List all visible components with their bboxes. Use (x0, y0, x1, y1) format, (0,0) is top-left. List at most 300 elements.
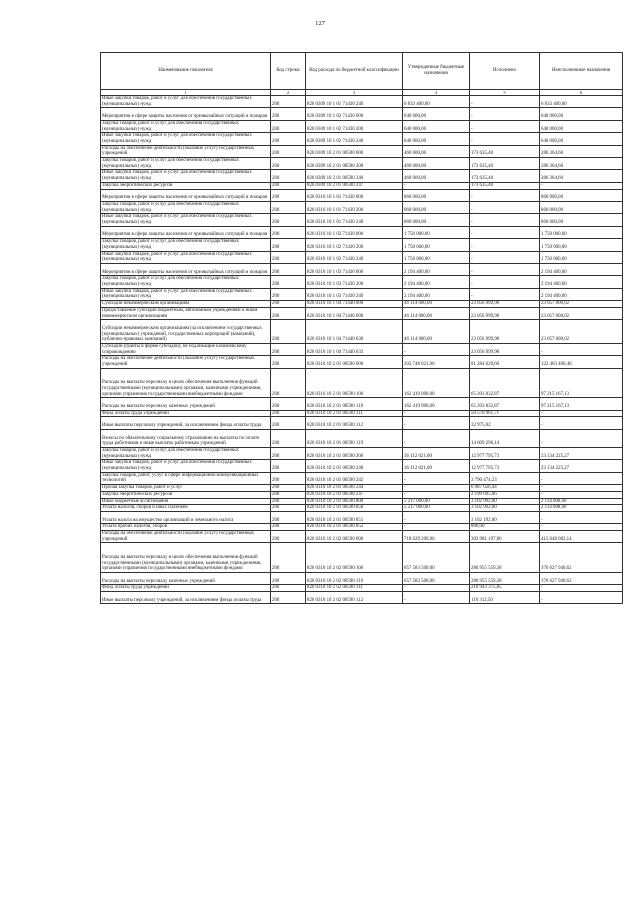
row-line-code: 200 (271, 201, 306, 213)
row-classification-code: 826 0309 10 1 02 71430 240 (306, 133, 403, 145)
row-name: Расходы на обеспечение деятельности (оказание услуг) государственных учреждений (101, 531, 271, 543)
row-approved: 46 114 000,00 (403, 320, 470, 344)
row-executed: 65 203 832,87 (470, 368, 540, 398)
row-line-code: 200 (271, 307, 306, 319)
row-executed: 116 312,50 (470, 592, 540, 604)
row-unexecuted: 2 114 008,00 (540, 498, 623, 505)
table-row (101, 170, 623, 182)
row-line-code: 200 (271, 189, 306, 201)
table-row (101, 410, 623, 417)
row-executed: 3 102 992,00 (470, 505, 540, 512)
table-row (101, 429, 623, 447)
row-line-code: 200 (271, 460, 306, 472)
row-unexecuted: 6 833 400,00 (540, 96, 623, 108)
row-unexecuted: 286 364,60 (540, 145, 623, 157)
row-line-code: 200 (271, 585, 306, 592)
table-row (101, 214, 623, 226)
table-row (101, 592, 623, 604)
row-classification-code: 826 0309 10 2 01 00590 247 (306, 182, 403, 189)
row-approved: - (403, 524, 470, 531)
row-classification-code: 826 0310 10 1 03 71430 240 (306, 288, 403, 300)
row-name: Иные закупки товаров, работ и услуг для обеспечения государственных (муниципальных) нужд (101, 170, 271, 182)
row-executed: - (470, 251, 540, 263)
row-approved: 1 750 000,00 (403, 226, 470, 238)
row-line-code: 200 (271, 276, 306, 288)
row-unexecuted: 640 000,00 (540, 108, 623, 120)
row-executed: 81 284 620,60 (470, 356, 540, 368)
row-name: Мероприятия в сфере защиты населения от чрезвычайных ситуаций и пожаров (101, 226, 271, 238)
row-approved: 640 000,00 (403, 133, 470, 145)
row-classification-code: 826 0310 10 1 04 71440 633 (306, 344, 403, 356)
row-unexecuted: 2 194 400,00 (540, 276, 623, 288)
row-unexecuted: 97 215 167,13 (540, 368, 623, 398)
header-indicator-name: Наименование показателя (101, 53, 271, 90)
row-unexecuted: - (540, 182, 623, 189)
row-executed: - (470, 189, 540, 201)
row-classification-code: 826 0310 10 2 01 00590 247 (306, 491, 403, 498)
table-row (101, 301, 623, 308)
row-approved: 162 419 000,00 (403, 368, 470, 398)
table-row (101, 307, 623, 319)
row-executed: - (470, 214, 540, 226)
row-approved: 460 000,00 (403, 170, 470, 182)
row-unexecuted: 23 057 000,02 (540, 301, 623, 308)
row-approved: 657 583 500,00 (403, 572, 470, 584)
row-executed: 3 102 992,00 (470, 498, 540, 505)
header-executed: Исполнено (470, 53, 540, 90)
row-executed: - (470, 239, 540, 251)
row-executed: 6 987 626,44 (470, 485, 540, 492)
row-executed: - (470, 276, 540, 288)
table-row (101, 398, 623, 410)
row-executed: - (470, 120, 540, 132)
table-row (101, 108, 623, 120)
row-line-code: 200 (271, 263, 306, 275)
row-classification-code: 826 0310 10 1 02 71430 240 (306, 251, 403, 263)
table-row (101, 447, 623, 459)
row-classification-code: 826 0310 10 2 01 00590 119 (306, 429, 403, 447)
row-line-code: 200 (271, 572, 306, 584)
row-unexecuted: 2 194 400,00 (540, 263, 623, 275)
row-classification-code: 826 0310 10 2 01 00590 242 (306, 472, 403, 484)
row-line-code: 200 (271, 531, 306, 543)
row-name: Фонд оплаты труда учреждений (101, 410, 271, 417)
row-unexecuted: - (540, 511, 623, 523)
row-executed: 173 635,40 (470, 182, 540, 189)
row-unexecuted: 2 194 400,00 (540, 288, 623, 300)
row-approved: 46 114 000,00 (403, 301, 470, 308)
row-executed: - (470, 226, 540, 238)
row-executed: 32 975,02 (470, 417, 540, 429)
row-executed: 65 203 832,87 (470, 398, 540, 410)
row-line-code: 200 (271, 398, 306, 410)
row-line-code: 200 (271, 491, 306, 498)
row-classification-code: 826 0310 10 2 02 00590 000 (306, 531, 403, 543)
row-line-code: 200 (271, 511, 306, 523)
row-name: Уплата налога на имущество организаций и земельного налога (101, 511, 271, 523)
table-row (101, 226, 623, 238)
row-line-code: 200 (271, 543, 306, 573)
row-unexecuted: 376 627 940,62 (540, 543, 623, 573)
row-line-code: 200 (271, 417, 306, 429)
row-line-code: 200 (271, 108, 306, 120)
row-executed: 23 056 999,98 (470, 320, 540, 344)
row-line-code: 200 (271, 368, 306, 398)
row-line-code: 200 (271, 158, 306, 170)
row-line-code: 200 (271, 239, 306, 251)
row-approved: - (403, 182, 470, 189)
row-executed: - (470, 96, 540, 108)
row-unexecuted: 1 750 000,00 (540, 251, 623, 263)
row-executed: 23 056 999,98 (470, 344, 540, 356)
row-line-code: 200 (271, 170, 306, 182)
row-name: Уплата налогов, сборов и иных платежей (101, 505, 271, 512)
row-line-code: 200 (271, 120, 306, 132)
row-name: Мероприятия в сфере защиты населения от чрезвычайных ситуаций и пожаров (101, 263, 271, 275)
row-unexecuted: 23 134 225,27 (540, 447, 623, 459)
row-executed: - (470, 288, 540, 300)
row-classification-code: 826 0310 10 2 01 00590 852 (306, 524, 403, 531)
row-unexecuted: 286 364,60 (540, 170, 623, 182)
table-row (101, 543, 623, 573)
table-row (101, 368, 623, 398)
row-classification-code: 826 0310 10 1 04 71440 630 (306, 320, 403, 344)
row-executed: 2 199 695,06 (470, 491, 540, 498)
row-executed: 3 102 192,00 (470, 511, 540, 523)
row-name: Субсидии некоммерческим организациям (за исключением государственных (муниципальных) учреждений, государственных корпораций (компаний), публично-правовых компаний) (101, 320, 271, 344)
header-row (101, 53, 623, 90)
row-line-code: 200 (271, 356, 306, 368)
row-approved: 203 748 021,00 (403, 356, 470, 368)
row-executed: 218 943 375,85 (470, 585, 540, 592)
row-approved: - (403, 344, 470, 356)
row-name: Расходы на обеспечение деятельности (оказание услуг) государственных учреждений (101, 356, 271, 368)
row-line-code: 200 (271, 429, 306, 447)
row-line-code: 200 (271, 145, 306, 157)
row-approved: 460 000,00 (403, 158, 470, 170)
row-classification-code: 826 0310 10 2 02 00590 111 (306, 585, 403, 592)
row-approved: - (403, 410, 470, 417)
row-name: Закупка товаров, работ и услуг для обеспечения государственных (муниципальных) нужд (101, 158, 271, 170)
row-unexecuted: - (540, 585, 623, 592)
row-name: Иные выплаты персоналу учреждений, за исключением фонда оплаты труда (101, 592, 271, 604)
table-row (101, 472, 623, 484)
row-name: Иные закупки товаров, работ и услуг для обеспечения государственных (муниципальных) нужд (101, 288, 271, 300)
row-name: Иные закупки товаров, работ и услуг для обеспечения государственных (муниципальных) нужд (101, 214, 271, 226)
row-name: Предоставление субсидий бюджетным, автономным учреждениям и иным некоммерческим организациям (101, 307, 271, 319)
table-row (101, 491, 623, 498)
table-row (101, 96, 623, 108)
row-line-code: 200 (271, 505, 306, 512)
row-approved: 718 629 200,00 (403, 531, 470, 543)
row-name: Закупка товаров, работ и услуг для обеспечения государственных (муниципальных) нужд (101, 239, 271, 251)
row-executed: 173 635,40 (470, 170, 540, 182)
row-classification-code: 826 0310 10 2 02 00590 112 (306, 592, 403, 604)
table-row (101, 417, 623, 429)
col-number: 4 (403, 90, 470, 96)
row-line-code: 200 (271, 320, 306, 344)
row-name: Иные закупки товаров, работ и услуг для обеспечения государственных (муниципальных) нужд (101, 96, 271, 108)
row-executed: 173 635,40 (470, 158, 540, 170)
col-number: 6 (540, 90, 623, 96)
row-unexecuted: 640 000,00 (540, 120, 623, 132)
row-name: Иные бюджетные ассигнования (101, 498, 271, 505)
row-approved: 2 194 400,00 (403, 276, 470, 288)
row-unexecuted: 23 057 000,02 (540, 320, 623, 344)
row-classification-code: 826 0310 10 1 04 71440 600 (306, 307, 403, 319)
row-classification-code: 826 0309 10 2 01 00590 000 (306, 145, 403, 157)
row-unexecuted: 376 627 940,62 (540, 572, 623, 584)
row-name: Иные выплаты персоналу учреждений, за исключением фонда оплаты труда (101, 417, 271, 429)
row-name: Закупка товаров, работ, услуг в сфере информационно-коммуникационных технологий (101, 472, 271, 484)
row-classification-code: 826 0310 10 2 02 00590 100 (306, 543, 403, 573)
table-row (101, 585, 623, 592)
row-name: Иные закупки товаров, работ и услуг для обеспечения государственных (муниципальных) нужд (101, 133, 271, 145)
table-row (101, 201, 623, 213)
row-classification-code: 826 0310 10 1 01 71430 240 (306, 214, 403, 226)
table-row (101, 189, 623, 201)
row-line-code: 200 (271, 226, 306, 238)
row-approved: 6 833 400,00 (403, 96, 470, 108)
table-row (101, 356, 623, 368)
row-classification-code: 826 0310 10 2 01 00590 851 (306, 511, 403, 523)
row-executed: 12 977 795,73 (470, 460, 540, 472)
row-approved: - (403, 585, 470, 592)
row-line-code: 200 (271, 524, 306, 531)
row-unexecuted: - (540, 429, 623, 447)
row-classification-code: 826 0309 10 1 02 71430 000 (306, 108, 403, 120)
row-classification-code: 826 0310 10 2 02 00590 110 (306, 572, 403, 584)
row-name: Иные закупки товаров, работ и услуг для обеспечения государственных (муниципальных) нужд (101, 251, 271, 263)
col-number: 3 (306, 90, 403, 96)
row-name: Субсидии (гранты в форме субсидий), не подлежащие казначейскому сопровождению (101, 344, 271, 356)
row-executed: 302 981 197,86 (470, 531, 540, 543)
row-executed: 23 056 999,98 (470, 301, 540, 308)
row-line-code: 200 (271, 133, 306, 145)
table-row (101, 263, 623, 275)
row-unexecuted: - (540, 485, 623, 492)
row-approved: 2 194 400,00 (403, 263, 470, 275)
header-unexecuted: Неисполненные назначения (540, 53, 623, 90)
table-row (101, 288, 623, 300)
row-approved: 5 217 000,00 (403, 498, 470, 505)
row-executed: 23 056 999,98 (470, 307, 540, 319)
table-row (101, 531, 623, 543)
row-executed: 12 977 795,73 (470, 447, 540, 459)
row-name: Иные закупки товаров, работ и услуг для обеспечения государственных (муниципальных) нужд (101, 460, 271, 472)
table-row (101, 239, 623, 251)
row-classification-code: 826 0310 10 1 04 71440 000 (306, 301, 403, 308)
row-classification-code: 826 0310 10 1 03 71430 200 (306, 276, 403, 288)
row-unexecuted: 2 114 008,00 (540, 505, 623, 512)
row-approved: 860 000,00 (403, 189, 470, 201)
row-unexecuted: 860 000,00 (540, 214, 623, 226)
row-unexecuted: - (540, 472, 623, 484)
table-row (101, 485, 623, 492)
row-line-code: 200 (271, 410, 306, 417)
row-unexecuted: 640 000,00 (540, 133, 623, 145)
row-approved: 162 419 000,00 (403, 398, 470, 410)
row-approved: 460 000,00 (403, 145, 470, 157)
row-name: Прочая закупка товаров, работ и услуг (101, 485, 271, 492)
row-executed: 50 570 961,71 (470, 410, 540, 417)
row-name: Закупка товаров, работ и услуг для обеспечения государственных (муниципальных) нужд (101, 120, 271, 132)
row-unexecuted: 415 648 002,14 (540, 531, 623, 543)
row-name: Расходы на выплаты персоналу казенных учреждений (101, 398, 271, 410)
row-approved: 640 000,00 (403, 120, 470, 132)
row-unexecuted: - (540, 592, 623, 604)
row-executed: 14 609 296,14 (470, 429, 540, 447)
row-approved: - (403, 485, 470, 492)
row-approved: - (403, 472, 470, 484)
table-row (101, 572, 623, 584)
row-classification-code: 826 0309 10 2 01 00590 240 (306, 170, 403, 182)
table-row (101, 158, 623, 170)
header-budget-classification-code: Код расхода по бюджетной классификации (306, 53, 403, 90)
table-row (101, 320, 623, 344)
row-executed: - (470, 263, 540, 275)
table-row (101, 133, 623, 145)
col-number: 2 (271, 90, 306, 96)
row-approved: - (403, 511, 470, 523)
table-row (101, 120, 623, 132)
row-line-code: 200 (271, 96, 306, 108)
row-classification-code: 826 0310 10 1 02 71430 200 (306, 239, 403, 251)
row-line-code: 200 (271, 472, 306, 484)
header-approved: Утвержденные бюджетные назначения (403, 53, 470, 90)
row-classification-code: 826 0310 10 2 01 00590 240 (306, 460, 403, 472)
row-classification-code: 826 0310 10 2 01 00590 100 (306, 368, 403, 398)
row-unexecuted: 23 134 225,27 (540, 460, 623, 472)
row-classification-code: 826 0309 10 1 01 71430 240 (306, 96, 403, 108)
row-classification-code: 826 0310 10 2 01 00590 112 (306, 417, 403, 429)
table-row (101, 145, 623, 157)
row-classification-code: 826 0310 10 1 01 71430 000 (306, 189, 403, 201)
row-name: Расходы на обеспечение деятельности (оказание услуг) государственных учреждений (101, 145, 271, 157)
row-name: Мероприятия в сфере защиты населения от чрезвычайных ситуаций и пожаров (101, 108, 271, 120)
header-line-code: Код строки (271, 53, 306, 90)
row-line-code: 200 (271, 344, 306, 356)
table-row (101, 511, 623, 523)
row-approved: 640 000,00 (403, 108, 470, 120)
budget-execution-table (100, 52, 623, 604)
row-classification-code: 826 0310 10 2 01 00590 200 (306, 447, 403, 459)
row-executed: 173 635,40 (470, 145, 540, 157)
page-number: 127 (315, 20, 325, 27)
row-unexecuted: 860 000,00 (540, 189, 623, 201)
row-unexecuted: 122 463 400,40 (540, 356, 623, 368)
row-classification-code: 826 0310 10 2 01 00590 850 (306, 505, 403, 512)
row-approved: 36 112 021,00 (403, 460, 470, 472)
row-unexecuted: 23 057 000,02 (540, 307, 623, 319)
row-approved: 657 583 500,00 (403, 543, 470, 573)
row-unexecuted: - (540, 491, 623, 498)
row-executed: - (470, 201, 540, 213)
row-approved: 1 750 000,00 (403, 239, 470, 251)
table-row (101, 276, 623, 288)
col-number: 5 (470, 90, 540, 96)
row-line-code: 200 (271, 447, 306, 459)
col-number: 1 (101, 90, 271, 96)
row-classification-code: 826 0310 10 2 01 00590 000 (306, 356, 403, 368)
row-unexecuted: - (540, 524, 623, 531)
row-name: Закупка товаров, работ и услуг для обеспечения государственных (муниципальных) нужд (101, 201, 271, 213)
table-row (101, 344, 623, 356)
row-line-code: 200 (271, 485, 306, 492)
row-classification-code: 826 0310 10 2 01 00590 110 (306, 398, 403, 410)
row-line-code: 200 (271, 301, 306, 308)
row-name: Расходы на выплаты персоналу в целях обеспечения выполнения функций государственными (муниципальными) органами, казенными учреждениями, органами управления государственными внебюджетными фондами (101, 543, 271, 573)
table-row (101, 182, 623, 189)
row-approved: - (403, 429, 470, 447)
row-executed: - (470, 133, 540, 145)
row-executed: - (470, 108, 540, 120)
row-unexecuted: - (540, 344, 623, 356)
table-row (101, 505, 623, 512)
row-name: Уплата прочих налогов, сборов (101, 524, 271, 531)
row-line-code: 200 (271, 182, 306, 189)
row-executed: 280 955 559,38 (470, 543, 540, 573)
table-row (101, 524, 623, 531)
row-classification-code: 826 0309 10 1 02 71430 200 (306, 120, 403, 132)
row-name: Расходы на выплаты персоналу казенных учреждений (101, 572, 271, 584)
row-classification-code: 826 0310 10 2 01 00590 244 (306, 485, 403, 492)
row-name: Субсидии некоммерческим организациям (101, 301, 271, 308)
row-unexecuted: 97 215 167,13 (540, 398, 623, 410)
row-line-code: 200 (271, 251, 306, 263)
row-approved: 36 112 021,00 (403, 447, 470, 459)
row-classification-code: 826 0309 10 2 01 00590 200 (306, 158, 403, 170)
row-line-code: 200 (271, 288, 306, 300)
row-approved: 46 114 000,00 (403, 307, 470, 319)
row-name: Мероприятия в сфере защиты населения от чрезвычайных ситуаций и пожаров (101, 189, 271, 201)
row-name: Взносы по обязательному социальному страхованию на выплаты по оплате труда работников и иные выплаты работникам учреждений (101, 429, 271, 447)
row-line-code: 200 (271, 592, 306, 604)
row-approved: 860 000,00 (403, 201, 470, 213)
row-name: Расходы на выплаты персоналу в целях обеспечения выполнения функций государственными (муниципальными) органами, казенными учреждениями, органами управления государственными внебюджетными фондами (101, 368, 271, 398)
row-executed: 800,00 (470, 524, 540, 531)
row-approved: 2 194 400,00 (403, 288, 470, 300)
row-unexecuted: 286 364,60 (540, 158, 623, 170)
table-row (101, 251, 623, 263)
row-name: Закупка товаров, работ и услуг для обеспечения государственных (муниципальных) нужд (101, 276, 271, 288)
table-row (101, 498, 623, 505)
row-executed: 3 790 474,23 (470, 472, 540, 484)
row-approved: - (403, 491, 470, 498)
table-row (101, 460, 623, 472)
row-approved: 5 217 000,00 (403, 505, 470, 512)
row-name: Закупка энергетических ресурсов (101, 182, 271, 189)
row-classification-code: 826 0310 10 2 01 00590 800 (306, 498, 403, 505)
row-line-code: 200 (271, 214, 306, 226)
row-line-code: 200 (271, 498, 306, 505)
row-executed: 280 955 559,38 (470, 572, 540, 584)
row-name: Закупка товаров, работ и услуг для обеспечения государственных (муниципальных) нужд (101, 447, 271, 459)
row-approved: 1 750 000,00 (403, 251, 470, 263)
row-classification-code: 826 0310 10 1 02 71430 000 (306, 226, 403, 238)
row-unexecuted: 860 000,00 (540, 201, 623, 213)
row-name: Закупка энергетических ресурсов (101, 491, 271, 498)
row-approved: - (403, 592, 470, 604)
row-classification-code: 826 0310 10 1 01 71430 200 (306, 201, 403, 213)
row-name: Фонд оплаты труда учреждений (101, 585, 271, 592)
row-unexecuted: 1 750 000,00 (540, 226, 623, 238)
row-approved: 860 000,00 (403, 214, 470, 226)
row-unexecuted: - (540, 417, 623, 429)
row-classification-code: 826 0310 10 2 01 00590 111 (306, 410, 403, 417)
row-approved: - (403, 417, 470, 429)
row-unexecuted: 1 750 000,00 (540, 239, 623, 251)
